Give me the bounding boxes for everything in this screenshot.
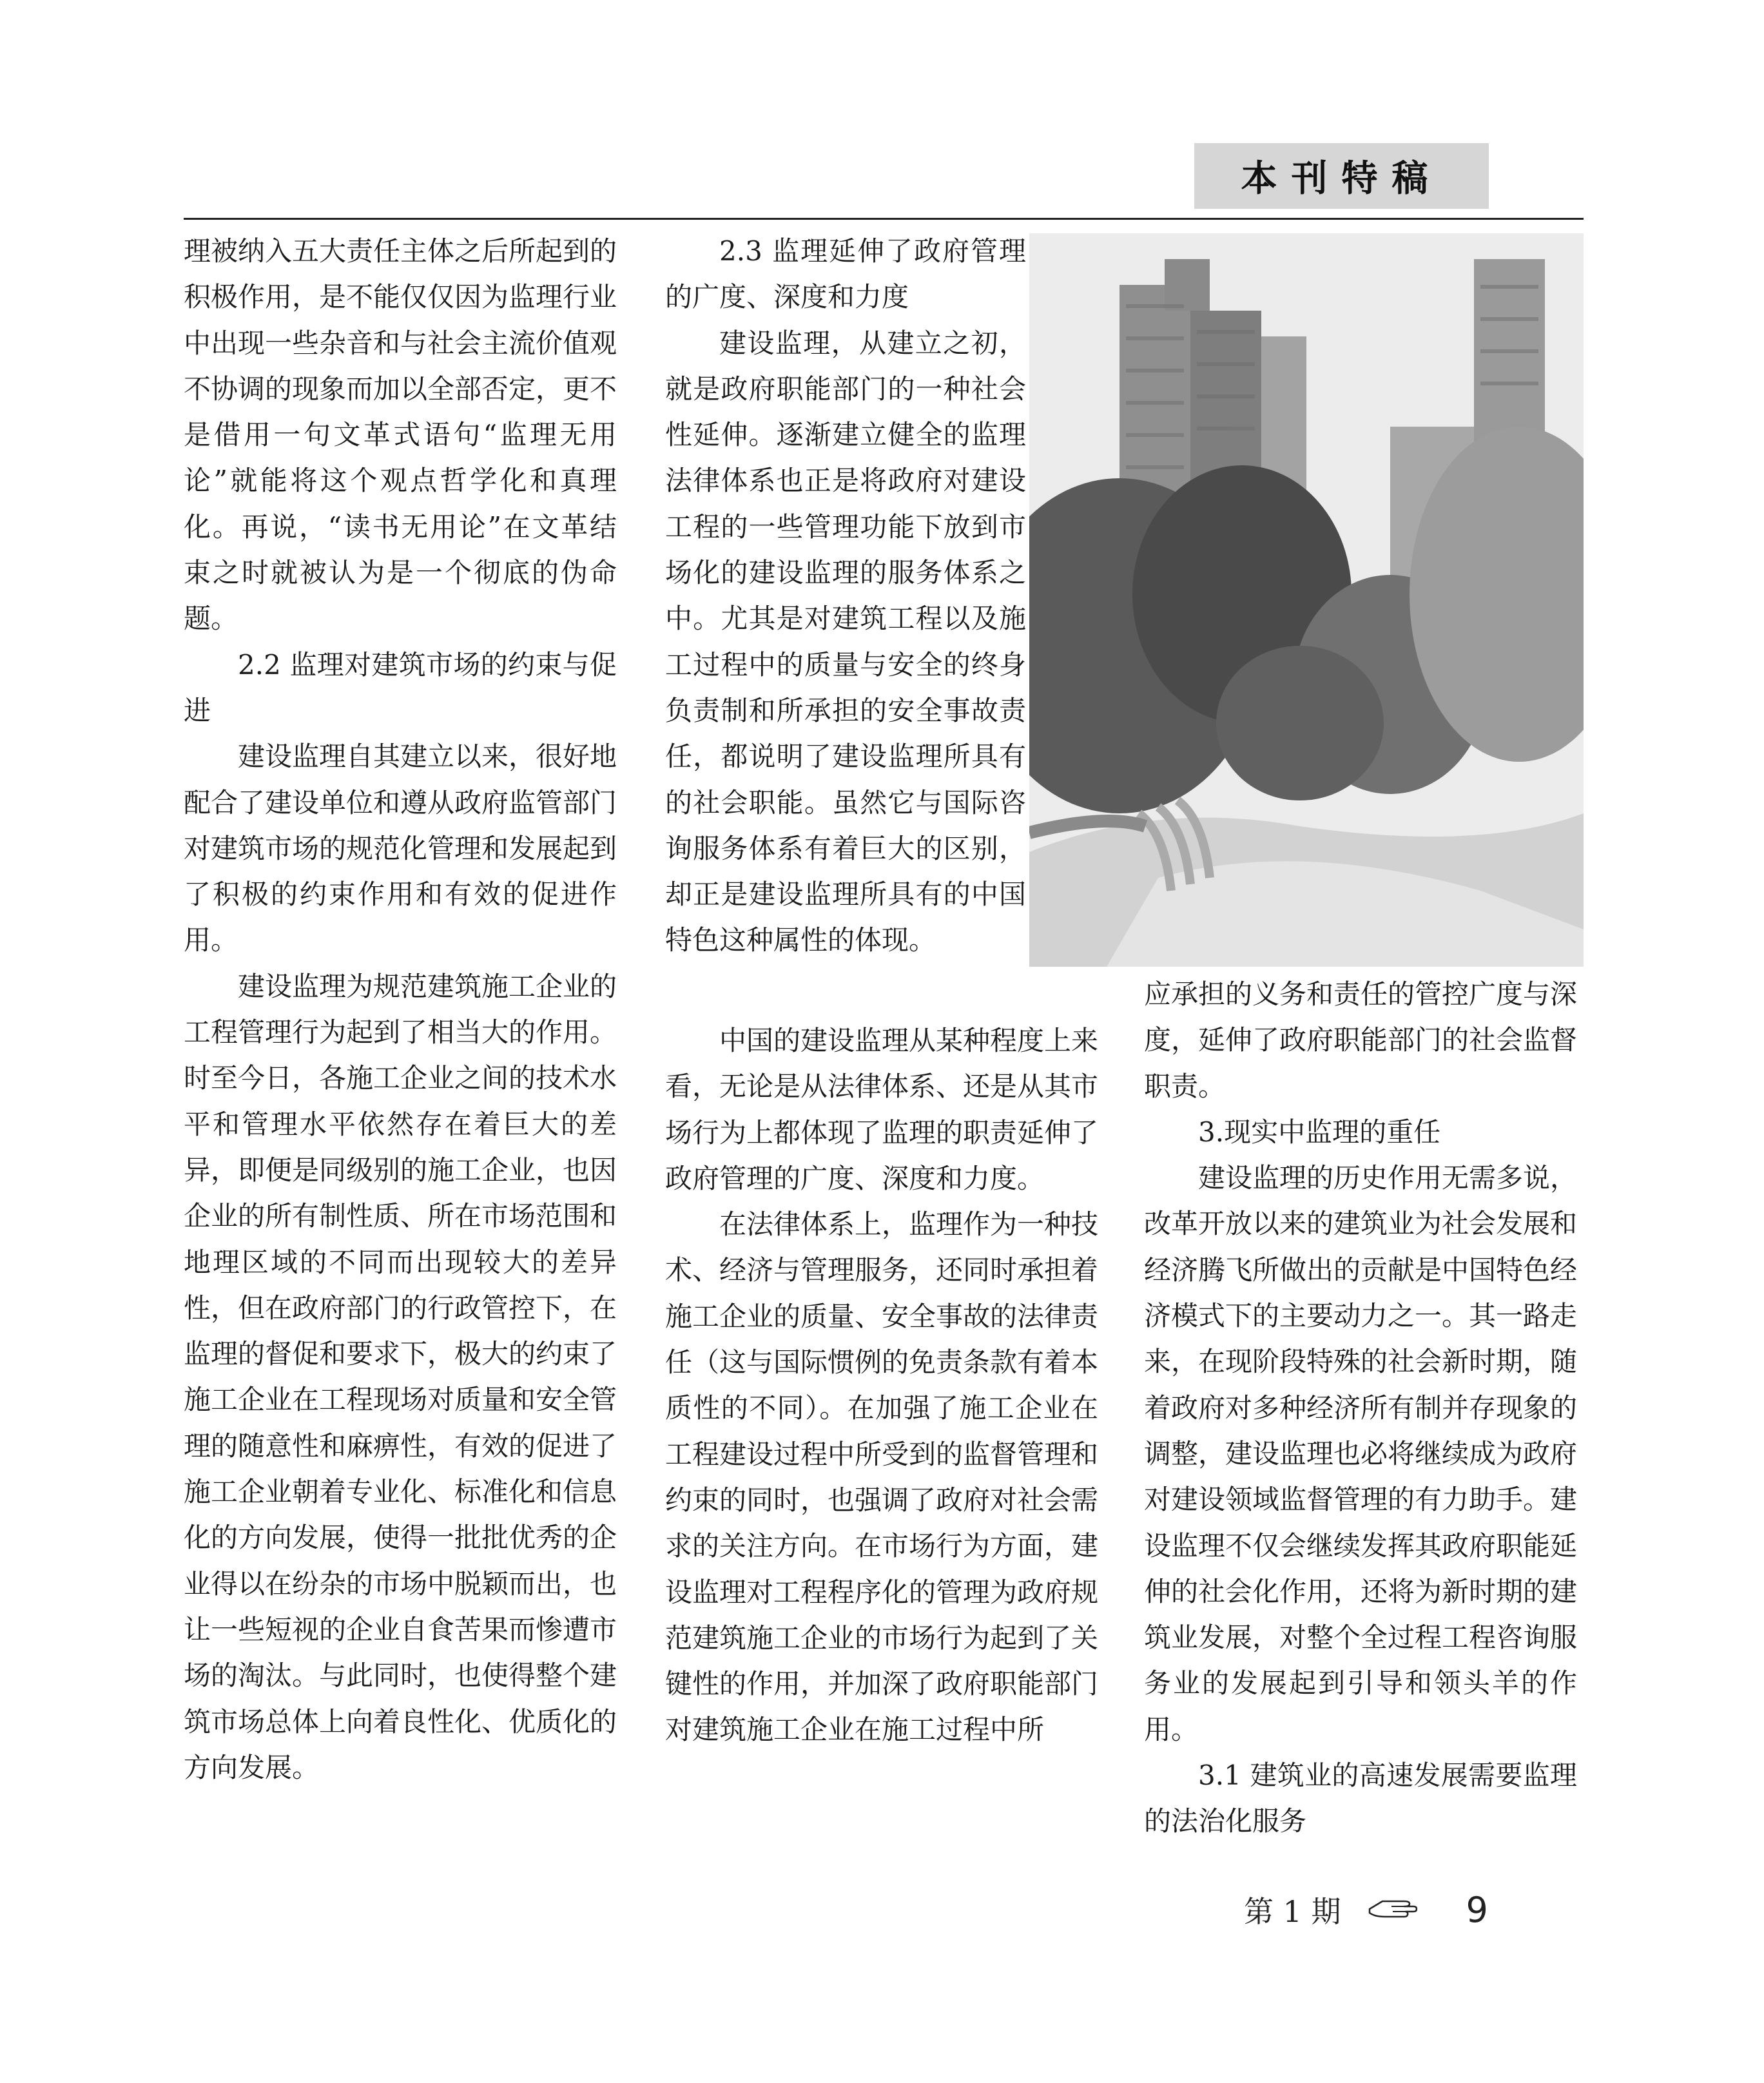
section-heading-2-2: 2.2 监理对建筑市场的约束与促进 (184, 648, 617, 726)
paragraph: 建设监理自其建立以来，很好地配合了建设单位和遵从政府监管部门对建筑市场的规范化管理和发展起到了积极的约束作用和有效的促进作用。 (184, 741, 617, 956)
pointing-hand-icon (1367, 1892, 1417, 1928)
paragraph: 建设监理，从建立之初，就是政府职能部门的一种社会性延伸。逐渐建立健全的监理法律体系也正是将政府对建设工程的一些管理功能下放到市场化的建设监理的服务体系之中。尤其是对建筑工程以及施工过程中的质量与安全的终身负责制和所承担的安全事故责任，都说明了建设监理所具有的社会职能。虽然它与国际咨询服务体系有着巨大的区别，却正是建设监理所具有的中国特色这种属性的体现。 (665, 327, 1026, 956)
paragraph: 中国的建设监理从某种程度上来看，无论是从法律体系、还是从其市场行为上都体现了监理的职责延伸了政府管理的广度、深度和力度。 (665, 1025, 1099, 1194)
paragraph: 建设监理为规范建筑施工企业的工程管理行为起到了相当大的作用。时至今日，各施工企业之间的技术水平和管理水平依然存在着巨大的差异，即便是同级别的施工企业，也因企业的所有制性质、所在市场范围和地理区域的不同而出现较大的差异性，但在政府部门的行政管控下，在监理的督促和要求下，极大的约束了施工企业在工程现场对质量和安全管理的随意性和麻痹性，有效的促进了施工企业朝着专业化、标准化和信息化的方向发展，使得一批批优秀的企业得以在纷杂的市场中脱颖而出，也让一些短视的企业自食苦果而惨遭市场的淘汰。与此同时，也使得整个建筑市场总体上向着良性化、优质化的方向发展。 (184, 970, 617, 1783)
paragraph: 建设监理的历史作用无需多说，改革开放以来的建筑业为社会发展和经济腾飞所做出的贡献是中国特色经济模式下的主要动力之一。其一路走来，在现阶段特殊的社会新时期，随着政府对多种经济所有制并存现象的调整，建设监理也必将继续成为政府对建设领域监督管理的有力助手。建设监理不仅会继续发挥其政府职能延伸的社会化作用，还将为新时期的建筑业发展，对整个全过程工程咨询服务业的发展起到引导和领头羊的作用。 (1144, 1162, 1578, 1745)
section-heading-2-3: 2.3 监理延伸了政府管理的广度、深度和力度 (665, 235, 1026, 313)
header-rule (184, 218, 1584, 220)
section-heading-3-1: 3.1 建筑业的高速发展需要监理的法治化服务 (1144, 1759, 1577, 1837)
page-number: 9 (1466, 1889, 1488, 1930)
issue-label: 第 1 期 (1244, 1894, 1341, 1929)
section-title: 本刊特稿 (1194, 143, 1489, 209)
paragraph: 理被纳入五大责任主体之后所起到的积极作用，是不能仅仅因为监理行业中出现一些杂音和与社会主流价值观不协调的现象而加以全部否定，更不是借用一句文革式语句“监理无用论”就能将这个观点哲学化和真理化。再说，“读书无用论”在文革结束之时就被认为是一个彻底的伪命题。 (184, 235, 617, 635)
paragraph: 应承担的义务和责任的管控广度与深度，延伸了政府职能部门的社会监督职责。 (1144, 978, 1578, 1102)
column-2-bottom (665, 1018, 1098, 1753)
paragraph: 在法律体系上，监理作为一种技术、经济与管理服务，还同时承担着施工企业的质量、安全事故的法律责任（这与国际惯例的免责条款有着本质性的不同）。在加强了施工企业在工程建设过程中所受到的监督管理和约束的同时，也强调了政府对社会需求的关注方向。在市场行为方面，建设监理对工程程序化的管理为政府规范建筑施工企业的市场行为起到了关键性的作用，并加深了政府职能部门对建筑施工企业在施工过程中所 (665, 1208, 1099, 1746)
residential-garden-photo (1029, 233, 1584, 967)
section-heading-3: 3.现实中监理的重任 (1198, 1116, 1441, 1148)
column-2-top (665, 228, 1026, 964)
column-1 (184, 228, 617, 1790)
page-footer (1244, 1887, 1488, 1932)
column-3 (1144, 971, 1577, 1845)
